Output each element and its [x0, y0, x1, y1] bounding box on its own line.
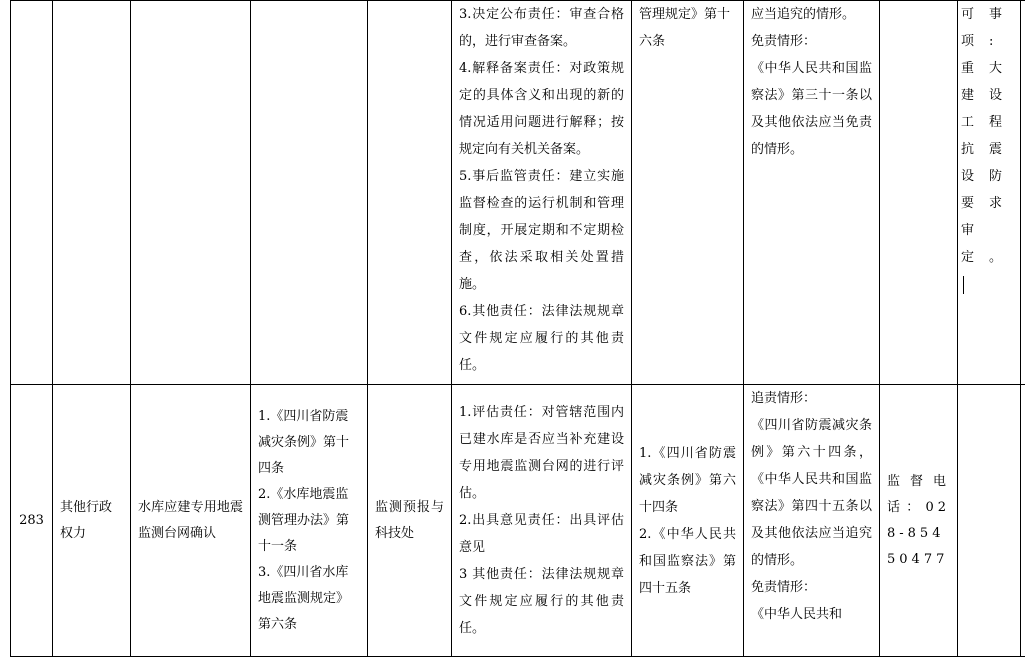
duty-basis-item: 2.《中华人民共和国监察法》第四十五条: [639, 526, 736, 596]
remark: [958, 1, 1021, 385]
text-cursor: [963, 276, 964, 294]
duty-basis: [632, 1, 744, 385]
accountability: [744, 1, 880, 385]
accountability-item: 应当追究的情形。: [751, 7, 856, 22]
duty-basis: [632, 385, 744, 657]
item-name: 水库应建专用地震监测台网确认: [131, 385, 251, 657]
remark-text: 可事项:重大建设工程抗震设防要求审定。: [961, 7, 1018, 265]
responsible-department: 监测预报与科技处: [368, 385, 452, 657]
duty-basis-item: 管理规定》第十六条: [639, 7, 731, 49]
edge-column: [1021, 385, 1025, 657]
duty-item: 2.出具意见责任：出具评估意见: [459, 513, 624, 555]
responsible-department: [368, 1, 452, 385]
legal-basis-item: 1.《四川省防震减灾条例》第十四条: [258, 408, 350, 476]
duty-list: [452, 1, 632, 385]
edge-column: [1021, 1, 1025, 385]
responsibility-table: [10, 0, 1025, 657]
duty-item: 1.评估责任：对管辖范围内已建水库是否应当补充建设专用地震监测台网的进行评估。: [459, 405, 624, 501]
duty-item: 4.解释备案责任：对政策规定的具体含义和出现的新的情况适用问题进行解释；按规定向有关机关备案。: [459, 61, 624, 157]
duty-item: 3 其他责任：法律法规规章文件规定应履行的其他责任。: [459, 567, 624, 636]
remark: [958, 385, 1021, 657]
accountability: [744, 385, 880, 657]
legal-basis-item: 2.《水库地震监测管理办法》第十一条: [258, 486, 350, 554]
table-row: [11, 1, 1025, 385]
accountability-item: 《四川省防震减灾条例》第六十四条，《中华人民共和国监察法》第四十五条以及其他依法应当追究的情形。: [751, 418, 872, 568]
item-name: [131, 1, 251, 385]
duty-item: 3.决定公布责任：审查合格的，进行审查备案。: [459, 7, 624, 49]
duty-item: 6.其他责任：法律法规规章文件规定应履行的其他责任。: [459, 304, 624, 373]
legal-basis-item: 3.《四川省水库地震监测规定》第六条: [258, 564, 350, 632]
supervision-contact: 监督电话：028-85450477: [880, 385, 958, 657]
legal-basis: [251, 1, 368, 385]
power-category: 其他行政权力: [53, 385, 131, 657]
row-number: 283: [11, 385, 53, 657]
supervision-contact: [880, 1, 958, 385]
duty-basis-item: 1.《四川省防震减灾条例》第六十四条: [639, 445, 736, 515]
duty-item: 5.事后监管责任：建立实施监督检查的运行机制和管理制度，开展定期和不定期检查，依法采取相关处置措施。: [459, 169, 624, 292]
accountability-item: 《中华人民共和国监察法》第三十一条以及其他依法应当免责的情形。: [751, 61, 872, 157]
accountability-item: 免责情形：: [751, 34, 817, 49]
power-category: [53, 1, 131, 385]
duty-list: [452, 385, 632, 657]
table-row: [11, 385, 1025, 657]
accountability-item: 免责情形：: [751, 580, 817, 595]
accountability-item: 《中华人民共和: [751, 607, 843, 622]
accountability-item: 追责情形：: [751, 391, 817, 406]
legal-basis: [251, 385, 368, 657]
row-number: [11, 1, 53, 385]
